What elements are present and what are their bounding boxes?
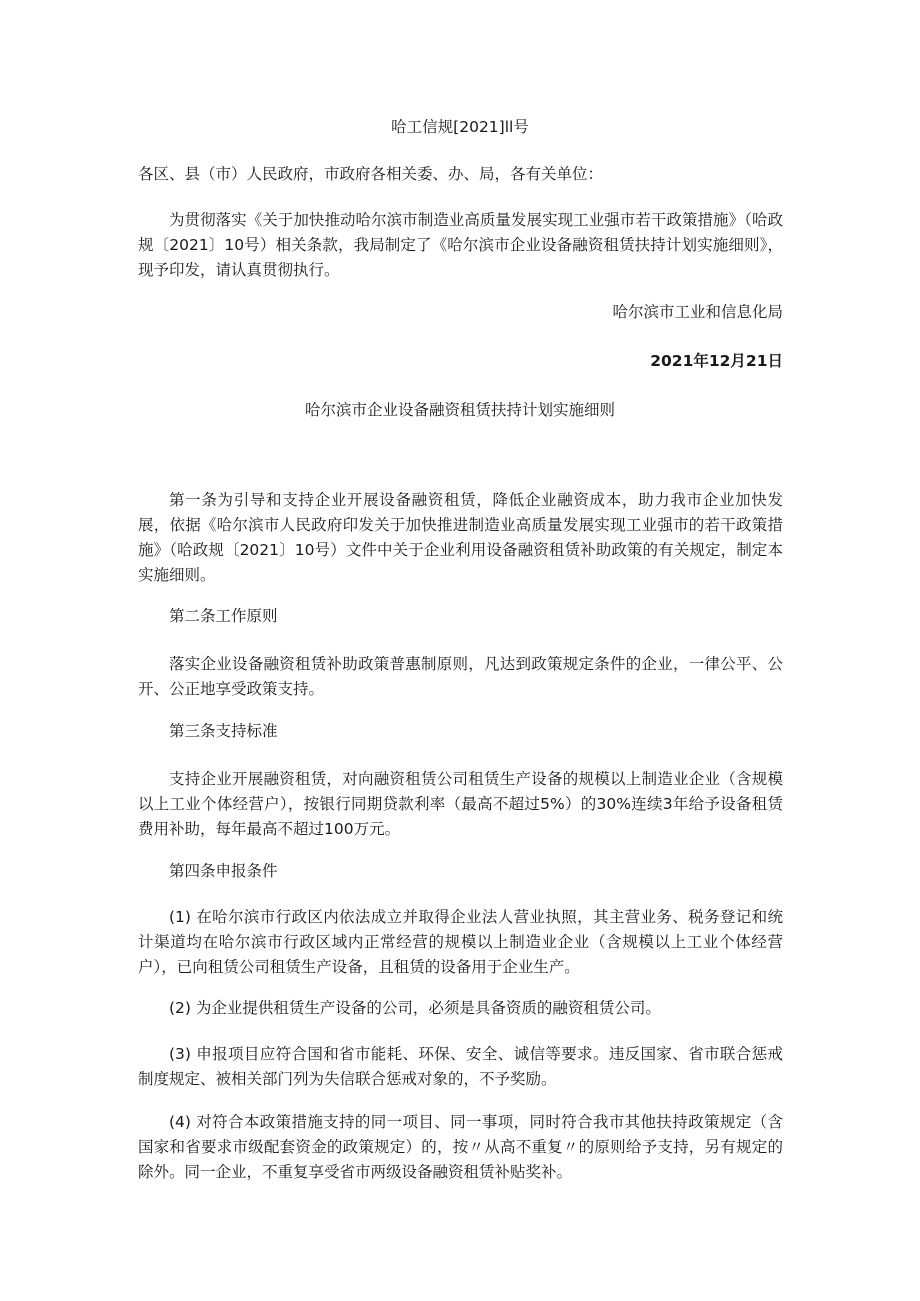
condition-2: (2) 为企业提供租赁生产设备的公司，必须是具备资质的融资租赁公司。	[169, 999, 661, 1017]
intro-paragraph: 为贯彻落实《关于加快推动哈尔滨市制造业高质量发展实现工业强市若干政策措施》（哈政规〔2021〕10号）相关条款，我局制定了《哈尔滨市企业设备融资租赁扶持计划实施细则》，现予印发，请认真贯彻执行。	[138, 211, 783, 279]
condition-1: (1) 在哈尔滨市行政区内依法成立并取得企业法人营业执照，其主营业务、税务登记和统计渠道均在哈尔滨市行政区域内正常经营的规模以上制造业企业（含规模以上工业个体经营户），已向租赁公司租赁生产设备，且租赁的设备用于企业生产。	[138, 908, 783, 976]
issuer-name: 哈尔滨市工业和信息化局	[612, 303, 783, 321]
article-4-heading: 第四条申报条件	[169, 862, 278, 880]
rules-title: 哈尔滨市企业设备融资租赁扶持计划实施细则	[304, 401, 615, 419]
addressee-line: 各区、县（市）人民政府，市政府各相关委、办、局，各有关单位：	[138, 165, 604, 183]
condition-3: (3) 申报项目应符合国和省市能耗、环保、安全、诚信等要求。违反国家、省市联合惩戒制度规定、被相关部门列为失信联合惩戒对象的，不予奖励。	[138, 1045, 783, 1088]
condition-4: (4) 对符合本政策措施支持的同一项目、同一事项，同时符合我市其他扶持政策规定（含国家和省要求市级配套资金的政策规定）的，按〃从高不重复〃的原则给予支持，另有规定的除外。同一企业，不重复享受省市两级设备融资租赁补贴奖补。	[138, 1113, 783, 1181]
article-1: 第一条为引导和支持企业开展设备融资租赁，降低企业融资成本，助力我市企业加快发展，依据《哈尔滨市人民政府印发关于加快推进制造业高质量发展实现工业强市的若干政策措施》（哈政规〔2021〕10号）文件中关于企业利用设备融资租赁补助政策的有关规定，制定本实施细则。	[138, 491, 783, 584]
article-3-body: 支持企业开展融资租赁，对向融资租赁公司租赁生产设备的规模以上制造业企业（含规模以上工业个体经营户），按银行同期贷款利率（最高不超过5%）的30%连续3年给予设备租赁费用补助，每年最高不超过100万元。	[138, 770, 783, 838]
article-2-body: 落实企业设备融资租赁补助政策普惠制原则，凡达到政策规定条件的企业，一律公平、公开、公正地享受政策支持。	[138, 655, 783, 698]
article-2-heading: 第二条工作原则	[169, 607, 278, 625]
issue-date: 2021年12月21日	[650, 352, 783, 370]
article-3-heading: 第三条支持标准	[169, 722, 278, 740]
document-number: 哈工信规[2021]ll号	[391, 118, 529, 136]
